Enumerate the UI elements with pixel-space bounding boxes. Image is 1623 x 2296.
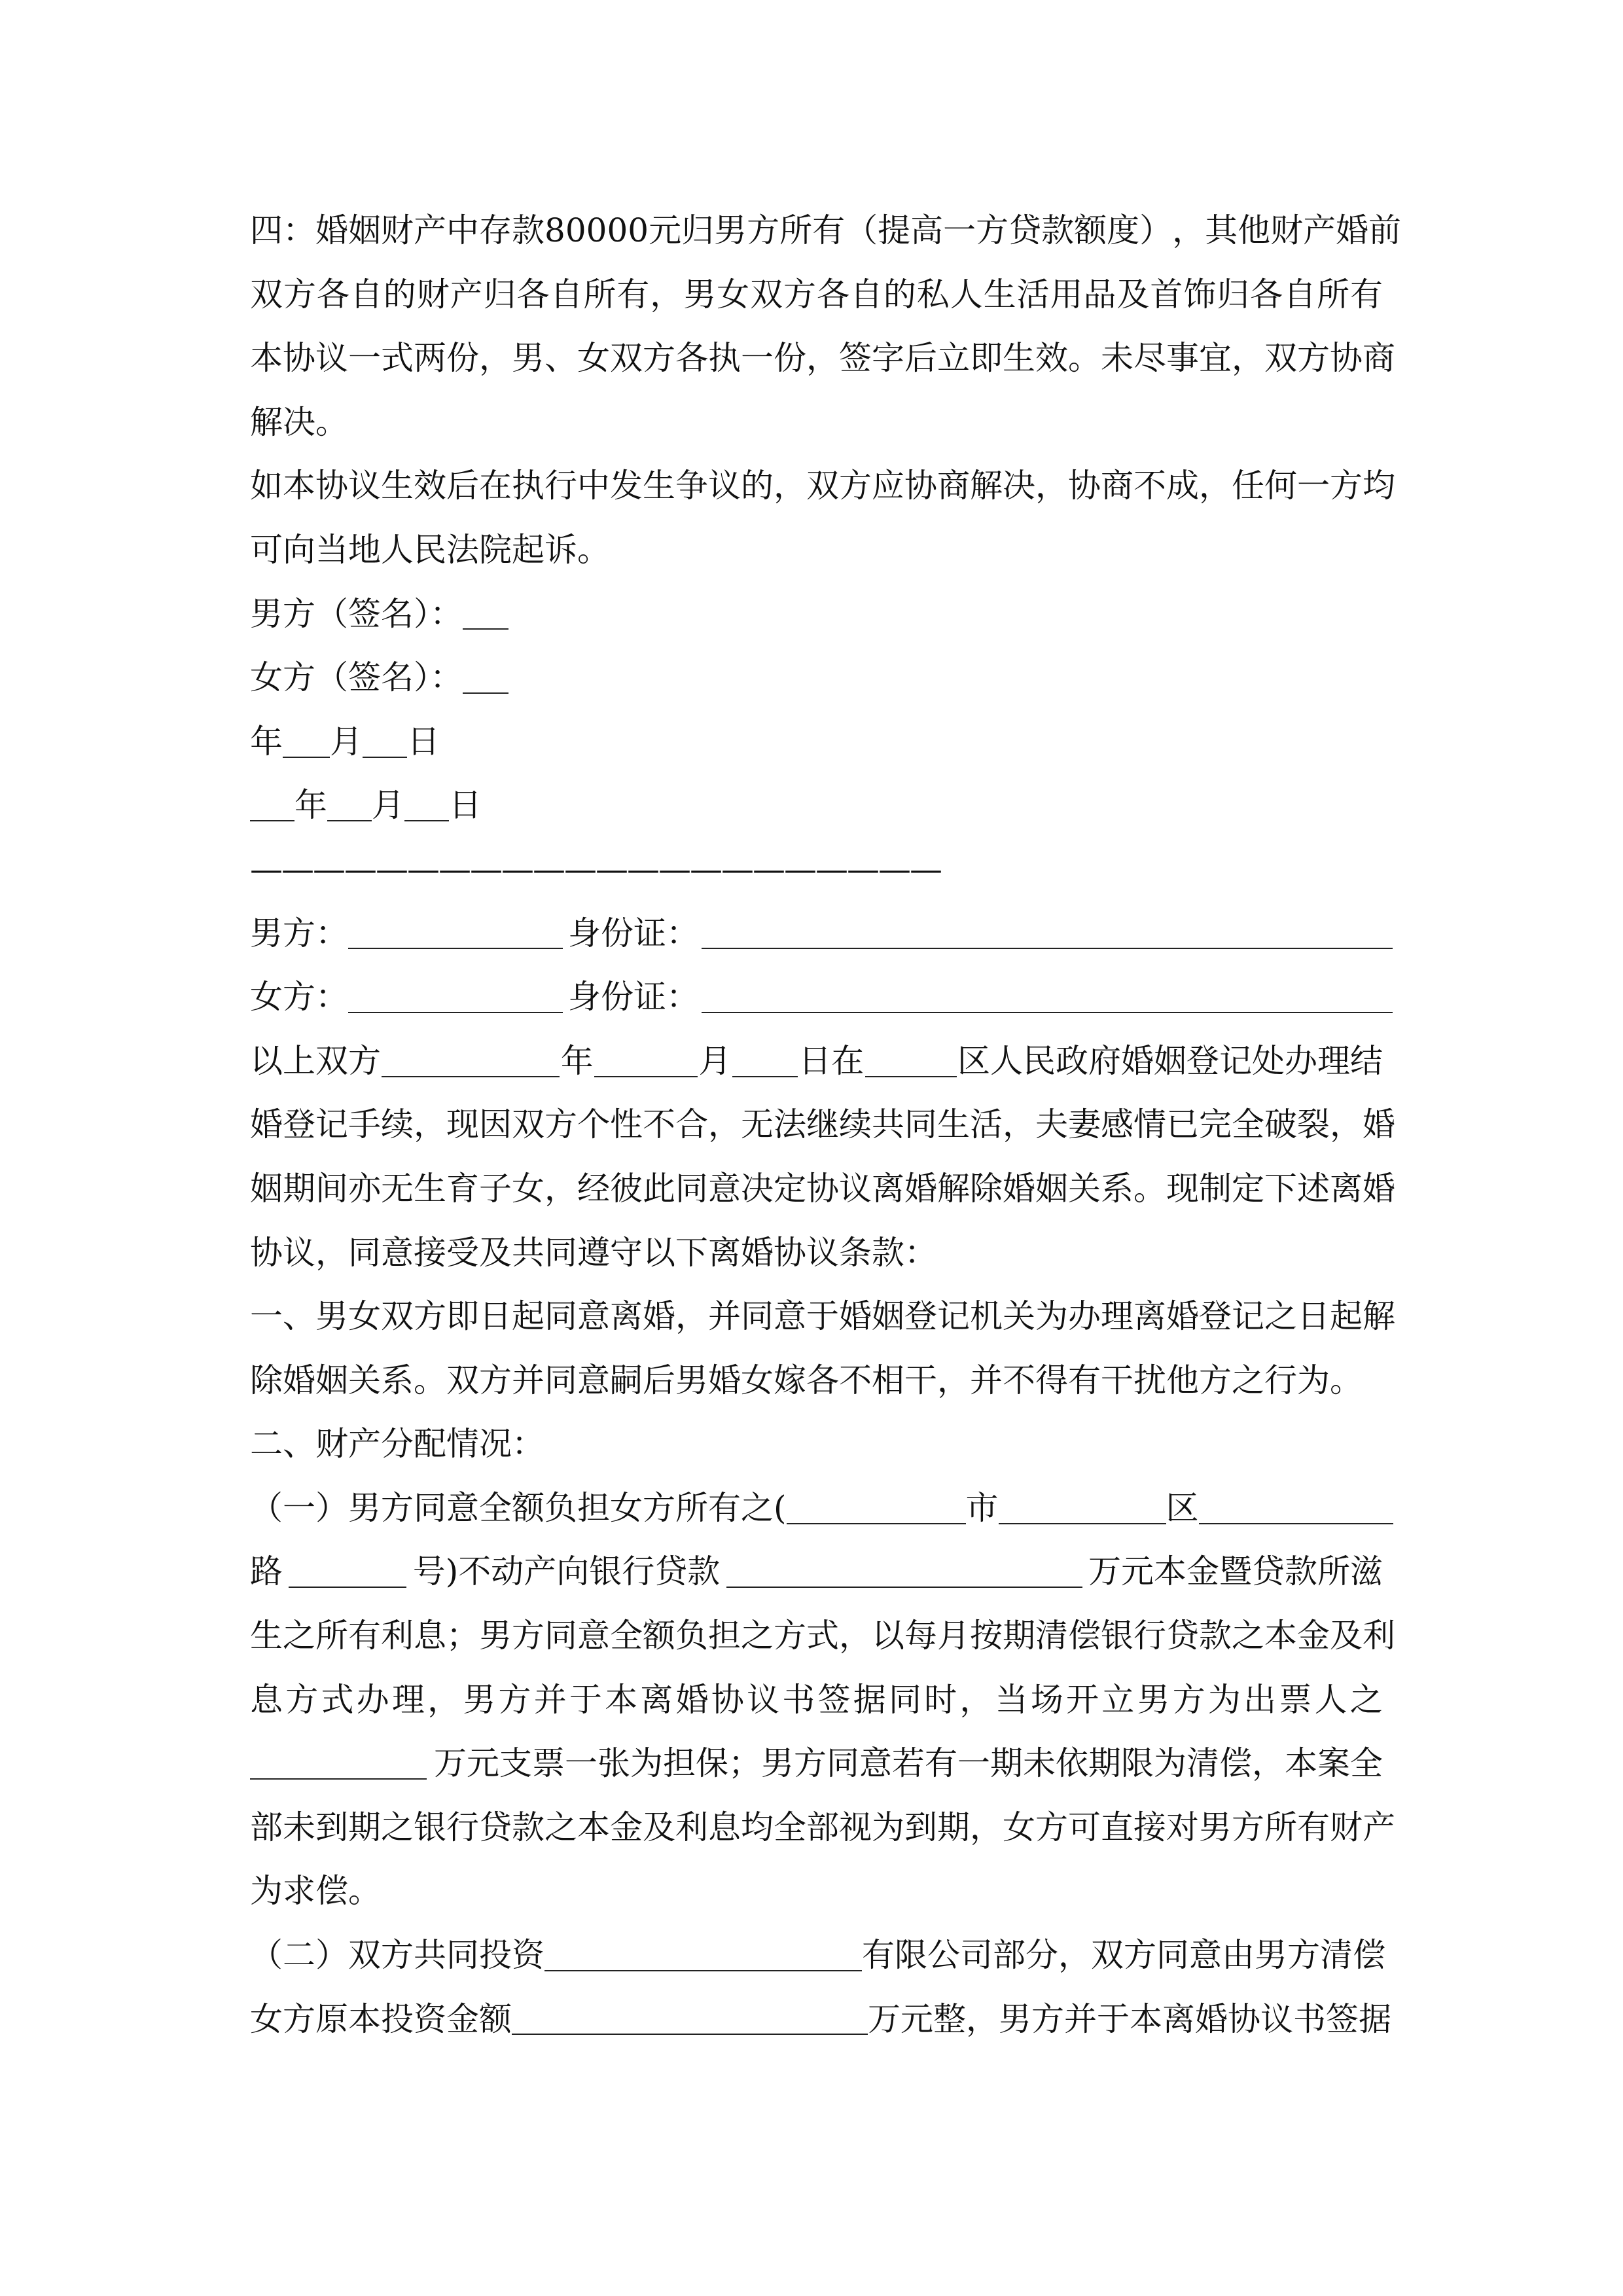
text-line: 解决。: [250, 403, 348, 441]
clause-line: [250, 1732, 1383, 1796]
text: （一）男方同意全额负担女方所有之(: [250, 1488, 787, 1527]
blank-field: [283, 730, 330, 758]
blank-field: [702, 922, 1393, 949]
text: 以上双方: [250, 1041, 381, 1080]
text-line: 婚 登 记 手 续 ， 现 因 双 方 个 性 不 合 ， 无 法 继 续 共 同 生 活 ， 夫 妻 感 情 已 完 全 破 裂 ， 婚: [250, 1105, 1395, 1144]
male-id-line: [250, 902, 1383, 966]
label: 女方：: [250, 978, 348, 1016]
blank-field: [250, 1752, 427, 1780]
blank-field: [463, 602, 508, 630]
blank-field: [327, 794, 372, 821]
blank-field: [512, 2007, 868, 2035]
blank-field: [732, 1050, 798, 1077]
text: 女方原本投资金额: [250, 2000, 512, 2038]
blank-field: [348, 986, 563, 1013]
text-line: 一 、 男 女 双 方 即 日 起 同 意 离 婚 ， 并 同 意 于 婚 姻 登 记 机 关 为 办 理 离 婚 登 记 之 日 起 解: [250, 1297, 1395, 1336]
female-id-line: [250, 965, 1383, 1030]
text-line: 除婚姻关系。双方并同意嗣后男婚女嫁各不相干，并不得有干扰他方之行为。: [250, 1361, 1363, 1399]
text: 万元支票一张为担保；男方同意若有一期未依期限为清偿，本案全: [434, 1744, 1383, 1783]
text: 年: [560, 1041, 594, 1080]
label: 日: [407, 722, 440, 761]
label: 年: [250, 722, 283, 761]
label: 男方：: [250, 914, 348, 952]
intro-line: [250, 1030, 1383, 1094]
blank-field: [250, 794, 294, 821]
text-line: 姻 期 间 亦 无 生 育 子 女 ， 经 彼 此 同 意 决 定 协 议 离 婚 解 除 婚 姻 关 系 。 现 制 定 下 述 离 婚: [250, 1169, 1395, 1208]
blank-field: [594, 1050, 698, 1077]
text-line: 双 方 各 自 的 财 产 归 各 自 所 有 ， 男 女 双 方 各 自 的 私 人 生 活 用 品 及 首 饰 归 各 自 所 有: [250, 275, 1383, 314]
text: 万元整，男方并于本离婚协议书签据: [868, 2000, 1391, 2038]
text: 路: [250, 1552, 283, 1591]
blank-field: [999, 1497, 1166, 1524]
section-heading: 二、财产分配情况：: [250, 1425, 544, 1463]
clause-line: [250, 1988, 1391, 2052]
blank-field: [382, 1050, 560, 1077]
text-line: 息 方 式 办 理 ， 男 方 并 于 本 离 婚 协 议 书 签 据 同 时 ， 当 场 开 立 男 方 为 出 票 人 之: [250, 1680, 1383, 1719]
text-line: 部 未 到 期 之 银 行 贷 款 之 本 金 及 利 息 均 全 部 视 为 到 期 ， 女 方 可 直 接 对 男 方 所 有 财 产: [250, 1808, 1395, 1846]
label: 身份证：: [568, 914, 699, 952]
label: 女方（签名）：: [250, 658, 463, 697]
label: 身份证：: [568, 978, 699, 1016]
text: 市: [965, 1488, 999, 1527]
text: 月: [698, 1041, 732, 1080]
divider-rule: ——————————————————————: [250, 850, 941, 888]
blank-field: [1199, 1497, 1393, 1524]
text-line: 四 ： 婚 姻 财 产 中 存 款 8 0 0 0 0 元 归 男 方 所 有 （ 提 高 一 方 贷 款 额 度 ） ， 其 他 财 产 婚 前: [250, 211, 1402, 249]
blank-field: [404, 794, 449, 821]
blank-field: [289, 1560, 406, 1588]
date-line: [250, 774, 1383, 838]
blank-field: [865, 1050, 957, 1077]
date-line: [250, 710, 1383, 774]
text: 号)不动产向银行贷款: [412, 1552, 721, 1591]
clause-line: [250, 1540, 1383, 1604]
text-line: 为求偿。: [250, 1872, 381, 1910]
label: 月: [372, 786, 404, 825]
clause-line: [250, 1924, 1383, 1988]
female-signature-line: [250, 646, 1383, 710]
text-line: 本 协 议 一 式 两 份 ， 男 、 女 双 方 各 执 一 份 ， 签 字 后 立 即 生 效 。 未 尽 事 宜 ， 双 方 协 商: [250, 339, 1395, 378]
label: 日: [449, 786, 482, 825]
clause-line: [250, 1477, 1383, 1541]
label: 男方（签名）：: [250, 594, 463, 633]
blank-field: [463, 666, 508, 694]
document-page: [250, 199, 1402, 2051]
blank-field: [702, 986, 1393, 1013]
label: 年: [294, 786, 327, 825]
text: 区: [1166, 1488, 1199, 1527]
blank-field: [787, 1497, 966, 1524]
blank-field: [363, 730, 407, 758]
text: 万元本金暨贷款所滋: [1088, 1552, 1383, 1591]
text-line: 协议，同意接受及共同遵守以下离婚协议条款：: [250, 1233, 937, 1272]
blank-field: [544, 1944, 862, 1971]
blank-field: [348, 922, 563, 949]
text: 日在: [798, 1041, 865, 1080]
text: 区人民政府婚姻登记处办理结: [957, 1041, 1383, 1080]
text: （二）双方共同投资: [250, 1936, 544, 1975]
text-line: 如 本 协 议 生 效 后 在 执 行 中 发 生 争 议 的 ， 双 方 应 协 商 解 决 ， 协 商 不 成 ， 任 何 一 方 均: [250, 467, 1395, 505]
text-line: 生 之 所 有 利 息 ； 男 方 同 意 全 额 负 担 之 方 式 ， 以 每 月 按 期 清 偿 银 行 贷 款 之 本 金 及 利: [250, 1617, 1395, 1655]
text: 有限公司部分，双方同意由男方清偿: [862, 1936, 1385, 1975]
male-signature-line: [250, 583, 1383, 647]
blank-field: [726, 1560, 1082, 1588]
label: 月: [330, 722, 363, 761]
text-line: 可向当地人民法院起诉。: [250, 530, 610, 569]
